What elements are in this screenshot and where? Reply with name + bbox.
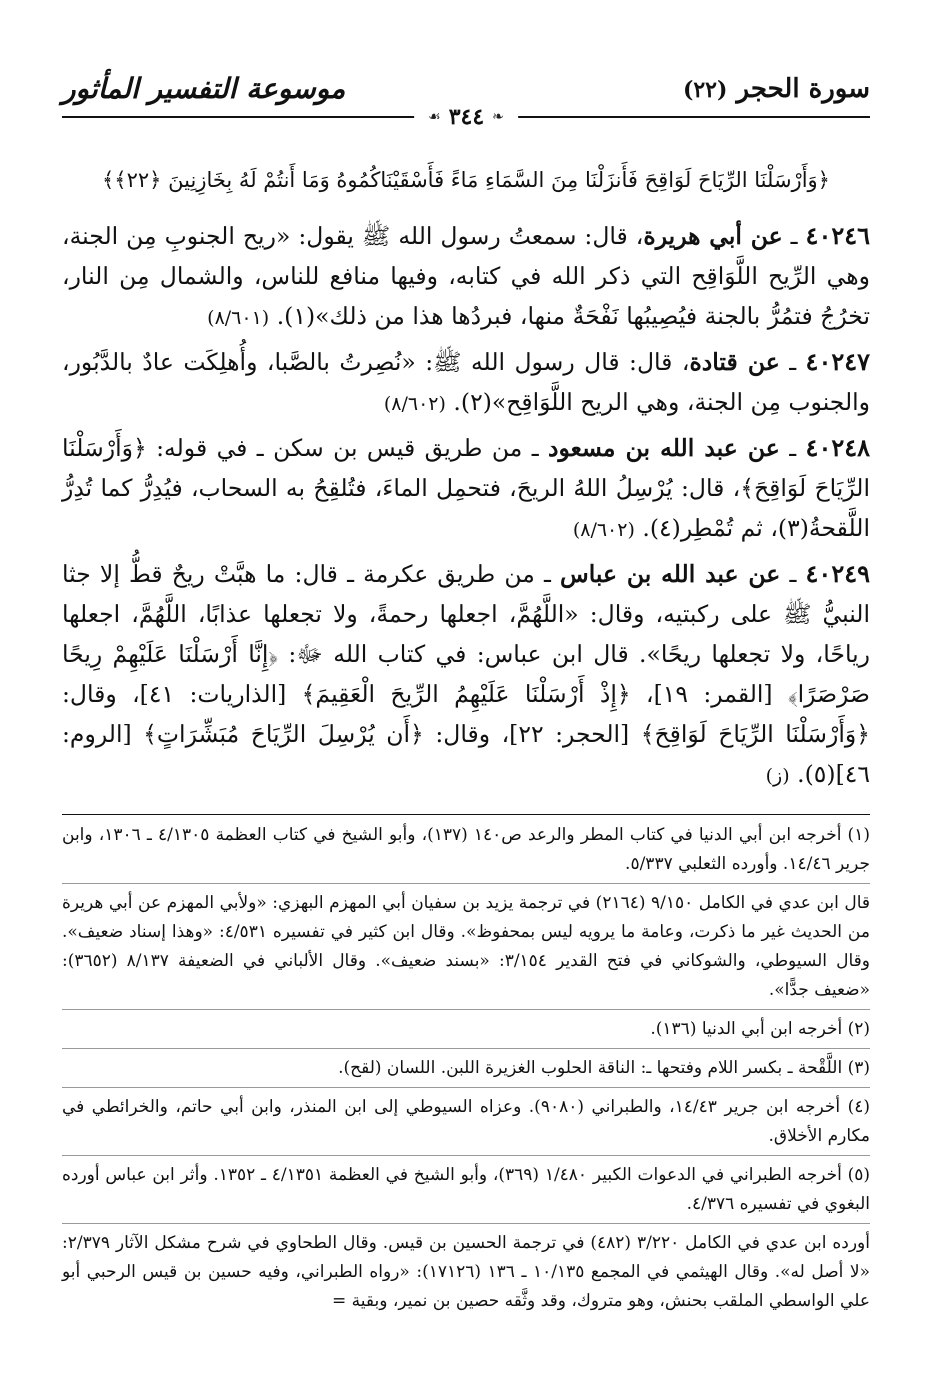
narration-text: ـ من طريق قيس بن سكن ـ في قوله: ﴿وَأَرْسَلْنَا الرِّيَاحَ لَوَاقِحَ﴾، قال: يُرْسِلُ اللهُ الريحَ، فتحمِل الماءَ، فتُلقِحُ به السحاب، فيُدِرُّ كما تُدِرُّ اللَّقحةُ(٣)، ثم تُمْطِر(٤). — [62, 434, 870, 542]
ornament-icon: ☙ — [428, 109, 441, 125]
surah-heading — [683, 74, 870, 104]
narration-reference: (٨/٦٠٢) — [383, 393, 446, 415]
footnote: (١) أخرجه ابن أبي الدنيا في كتاب المطر والرعد ص١٤٠ (١٣٧)، وأبو الشيخ في كتاب العظمة ٤/١٣٠٥ ـ ١٣٠٦، وابن جرير ١٤/٤٦. وأورده الثعلبي ٥/٣٣٧. — [62, 821, 870, 884]
narration-number: ٤٠٢٤٦ — [805, 221, 870, 250]
narration-narrator: عن أبي هريرة — [643, 222, 783, 250]
footnote-divider — [62, 814, 870, 815]
footnote: (٥) أخرجه الطبراني في الدعوات الكبير ١/٤٨٠ (٣٦٩)، وأبو الشيخ في العظمة ٤/١٣٥١ ـ ١٣٥٢. وأثر ابن عباس أورده البغوي في تفسيره ٤/٣٧٦. — [62, 1161, 870, 1224]
quran-verse: ﴿وَأَرْسَلْنَا الرِّيَاحَ لَوَاقِحَ فَأَنزَلْنَا مِنَ السَّمَاءِ مَاءً فَأَسْقَيْنَاكُمُوهُ وَمَا أَنتُمْ لَهُ بِخَازِنِينَ ﴿٢٢﴾﴾ — [102, 168, 830, 192]
narration-number: ٤٠٢٤٧ — [805, 347, 870, 376]
narration-text: ـ من طريق عكرمة ـ قال: ما هبَّتْ ريحٌ قطُّ إلا جثا النبيُّ ﷺ على ركبتيه، وقال: «اللَّهُمَّ، اجعلها رحمةً، ولا تجعلها عذابًا، اللَّهُمَّ، اجعلها رياحًا، ولا تجعلها ريحًا». قال ابن عباس: في كتاب الله ﷻ: ﴿إِنَّا أَرْسَلْنَا عَلَيْهِمْ رِيحًا صَرْصَرًا﴾ [القمر: ١٩]، ﴿إِذْ أَرْسَلْنَا عَلَيْهِمُ الرِّيحَ الْعَقِيمَ﴾ [الذاريات: ٤١]، وقال: ﴿وَأَرْسَلْنَا الرِّيَاحَ لَوَاقِحَ﴾ [الحجر: ٢٢]، وقال: ﴿أَن يُرْسِلَ الرِّيَاحَ مُبَشِّرَاتٍ﴾ [الروم: ٤٦](٥). — [62, 560, 870, 788]
surah-title: سورة الحجر — [736, 74, 870, 104]
narration-text: ، قال: سمعتُ رسول الله ﷺ يقول: «ريح الجنوبِ مِن الجنة، وهي الرِّيح اللَّوَاقِح التي ذكر الله في كتابه، وفيها منافع للناس، والشمال مِن النار، تخرُجُ فتمُرُّ بالجنة فيُصِيبُها نَفْحَةٌ منها، فبردُها هذا من ذلك»(١). — [62, 222, 870, 330]
footnote: (٤) أخرجه ابن جرير ١٤/٤٣، والطبراني (٩٠٨٠). وعزاه السيوطي إلى ابن المنذر، وابن أبي حاتم، والخرائطي في مكارم الأخلاق. — [62, 1093, 870, 1156]
page-header — [62, 60, 870, 130]
narration-number: ٤٠٢٤٨ — [805, 433, 870, 462]
footnotes — [62, 821, 870, 1320]
narration-entry: ٤٠٢٤٧ ـ عن قتادة، قال: قال رسول الله ﷺ: «نُصِرتُ بالصَّبا، وأُهلِكَت عادٌ بالدَّبُور، والجنوب مِن الجنة، وهي الريح اللَّوَاقِح»(٢). (٨/٦٠٢) — [62, 347, 870, 416]
footnote: (٢) أخرجه ابن أبي الدنيا (١٣٦). — [62, 1015, 870, 1049]
footnote: قال ابن عدي في الكامل ٩/١٥٠ (٢١٦٤) في ترجمة يزيد بن سفيان أبي المهزم البهزي: «ولأبي المهزم عن أبي هريرة من الحديث غير ما ذكرت، وعامة ما يرويه ليس بمحفوظ». وقال ابن كثير في تفسيره ٤/٥٣١: «وهذا إسناد ضعيف». وقال السيوطي، والشوكاني في فتح القدير ٣/١٥٤: «بسند ضعيف». وقال الألباني في الضعيفة ٨/١٣٧ (٣٦٥٢): «ضعيف جدًّا». — [62, 889, 870, 1010]
narration-narrator: عن عبد الله بن عباس — [560, 560, 781, 588]
narration-reference: (٨/٦٠١) — [207, 307, 270, 329]
footnote: أورده ابن عدي في الكامل ٣/٢٢٠ (٤٨٢) في ترجمة الحسين بن قيس. وقال الطحاوي في شرح مشكل الآثار ٢/٣٧٩: «لا أصل له». وقال الهيثمي في المجمع ١٠/١٣٥ ـ ١٣٦ (١٧١٢٦): «رواه الطبراني، وفيه حسين بن قيس الرحبي أبو علي الواسطي الملقب بحنش، وهو متروك، وقد وثَّقه حصين بن نمير، وبقية = — [62, 1233, 870, 1311]
page-number: ٣٤٤ — [448, 104, 485, 130]
ornament-icon: ❧ — [492, 109, 504, 125]
page-number-block — [414, 104, 518, 130]
narration-narrator: عن عبد الله بن مسعود — [548, 434, 780, 462]
footnote: (٣) اللَّقْحة ـ بكسر اللام وفتحها ـ: الناقة الحلوب الغزيرة اللبن. اللسان (لقح). — [62, 1054, 870, 1088]
narration-narrator: عن قتادة — [689, 348, 780, 376]
narration-reference: (٨/٦٠٢) — [572, 519, 635, 541]
narration-entry: ٤٠٢٤٦ ـ عن أبي هريرة، قال: سمعتُ رسول الله ﷺ يقول: «ريح الجنوبِ مِن الجنة، وهي الرِّيح اللَّوَاقِح التي ذكر الله في كتابه، وفيها منافع للناس، والشمال مِن النار، تخرُجُ فتمُرُّ بالجنة فيُصِيبُها نَفْحَةٌ منها، فبردُها هذا من ذلك»(١). (٨/٦٠١) — [62, 221, 870, 330]
narration-entry: ٤٠٢٤٨ ـ عن عبد الله بن مسعود ـ من طريق قيس بن سكن ـ في قوله: ﴿وَأَرْسَلْنَا الرِّيَاحَ لَوَاقِحَ﴾، قال: يُرْسِلُ اللهُ الريحَ، فتحمِل الماءَ، فتُلقِحُ به السحاب، فيُدِرُّ كما تُدِرُّ اللَّقحةُ(٣)، ثم تُمْطِر(٤). (٨/٦٠٢) — [62, 433, 870, 542]
book-title: موسوعة التفسير المأثور — [62, 72, 346, 105]
surah-number: (٢٢) — [682, 77, 728, 103]
narration-text: ، قال: قال رسول الله ﷺ: «نُصِرتُ بالصَّبا، وأُهلِكَت عادٌ بالدَّبُور، والجنوب مِن الجنة، وهي الريح اللَّوَاقِح»(٢). — [62, 348, 870, 416]
narration-entry: ٤٠٢٤٩ ـ عن عبد الله بن عباس ـ من طريق عكرمة ـ قال: ما هبَّتْ ريحٌ قطُّ إلا جثا النبيُّ ﷺ على ركبتيه، وقال: «اللَّهُمَّ، اجعلها رحمةً، ولا تجعلها عذابًا، اللَّهُمَّ، اجعلها رياحًا، ولا تجعلها ريحًا». قال ابن عباس: في كتاب الله ﷻ: ﴿إِنَّا أَرْسَلْنَا عَلَيْهِمْ رِيحًا صَرْصَرًا﴾ [القمر: ١٩]، ﴿إِذْ أَرْسَلْنَا عَلَيْهِمُ الرِّيحَ الْعَقِيمَ﴾ [الذاريات: ٤١]، وقال: ﴿وَأَرْسَلْنَا الرِّيَاحَ لَوَاقِحَ﴾ [الحجر: ٢٢]، وقال: ﴿أَن يُرْسِلَ الرِّيَاحَ مُبَشِّرَاتٍ﴾ [الروم: ٤٦](٥). (ز) — [62, 559, 870, 788]
book-page — [62, 60, 870, 1380]
narration-reference: (ز) — [765, 765, 790, 787]
narrations — [62, 216, 870, 796]
narration-number: ٤٠٢٤٩ — [805, 559, 870, 588]
